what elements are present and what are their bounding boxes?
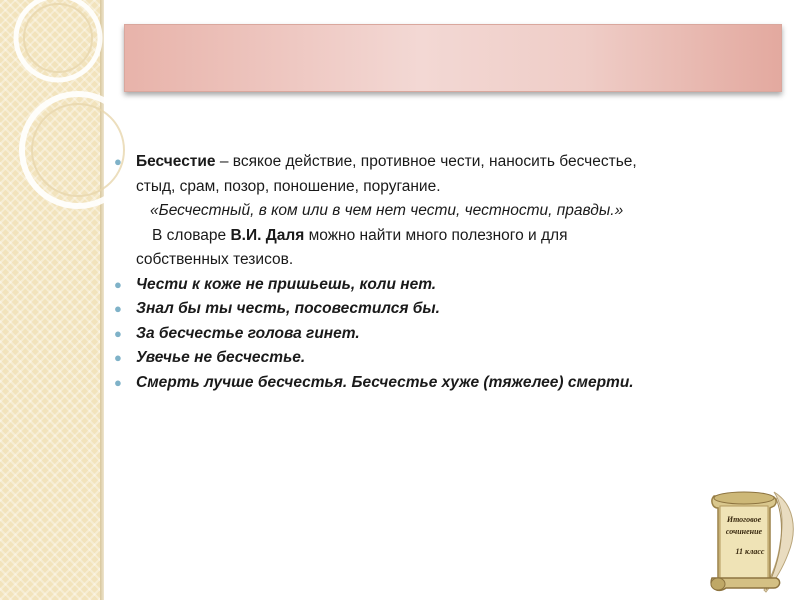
definition-paragraph — [112, 150, 780, 175]
proverb-text: За бесчестье голова гинет. — [136, 324, 360, 342]
dal-reference-line-2: собственных тезисов. — [136, 251, 294, 268]
proverb-text: Чести к коже не пришьешь, коли нет. — [136, 275, 437, 293]
bullet-icon: ● — [114, 374, 122, 390]
bullet-icon: ● — [114, 276, 122, 292]
slide-body — [112, 150, 780, 395]
proverb-item — [112, 371, 780, 396]
dal-post: можно найти много полезного и для — [304, 226, 568, 244]
bullet-icon: ● — [114, 154, 122, 169]
proverb-text: Увечье не бесчестье. — [136, 349, 306, 366]
definition-line-2: стыд, срам, позор, поношение, поругание. — [136, 177, 441, 195]
proverb-item — [112, 297, 780, 322]
dal-name: В.И. Даля — [230, 226, 305, 244]
scroll-line-2: сочинение — [725, 527, 763, 536]
definition-quote — [112, 199, 780, 224]
proverb-item — [112, 273, 780, 298]
proverb-item — [112, 322, 780, 347]
definition-text: – всякое действие, противное чести, наносить бесчестье, — [215, 153, 637, 170]
bullet-icon: ● — [114, 325, 122, 341]
dal-reference — [112, 224, 780, 249]
bullet-icon: ● — [114, 301, 122, 316]
proverb-item — [112, 346, 780, 371]
scroll-line-1: Итоговое — [726, 515, 762, 524]
quote-text: «Бесчестный, в ком или в чем нет чести, честности, правды.» — [150, 202, 624, 219]
bullet-icon: ● — [114, 350, 122, 365]
definition-term: Бесчестие — [136, 153, 216, 170]
scroll-quill-icon — [704, 484, 800, 600]
proverb-text: Знал бы ты честь, посовестился бы. — [136, 300, 440, 317]
slide-title-bar — [124, 24, 782, 92]
proverb-text: Смерть лучше бесчестья. Бесчестье хуже (тяжелее) смерти. — [136, 373, 634, 391]
dal-pre: В словаре — [152, 226, 231, 244]
scroll-line-3: 11 класс — [735, 547, 765, 556]
